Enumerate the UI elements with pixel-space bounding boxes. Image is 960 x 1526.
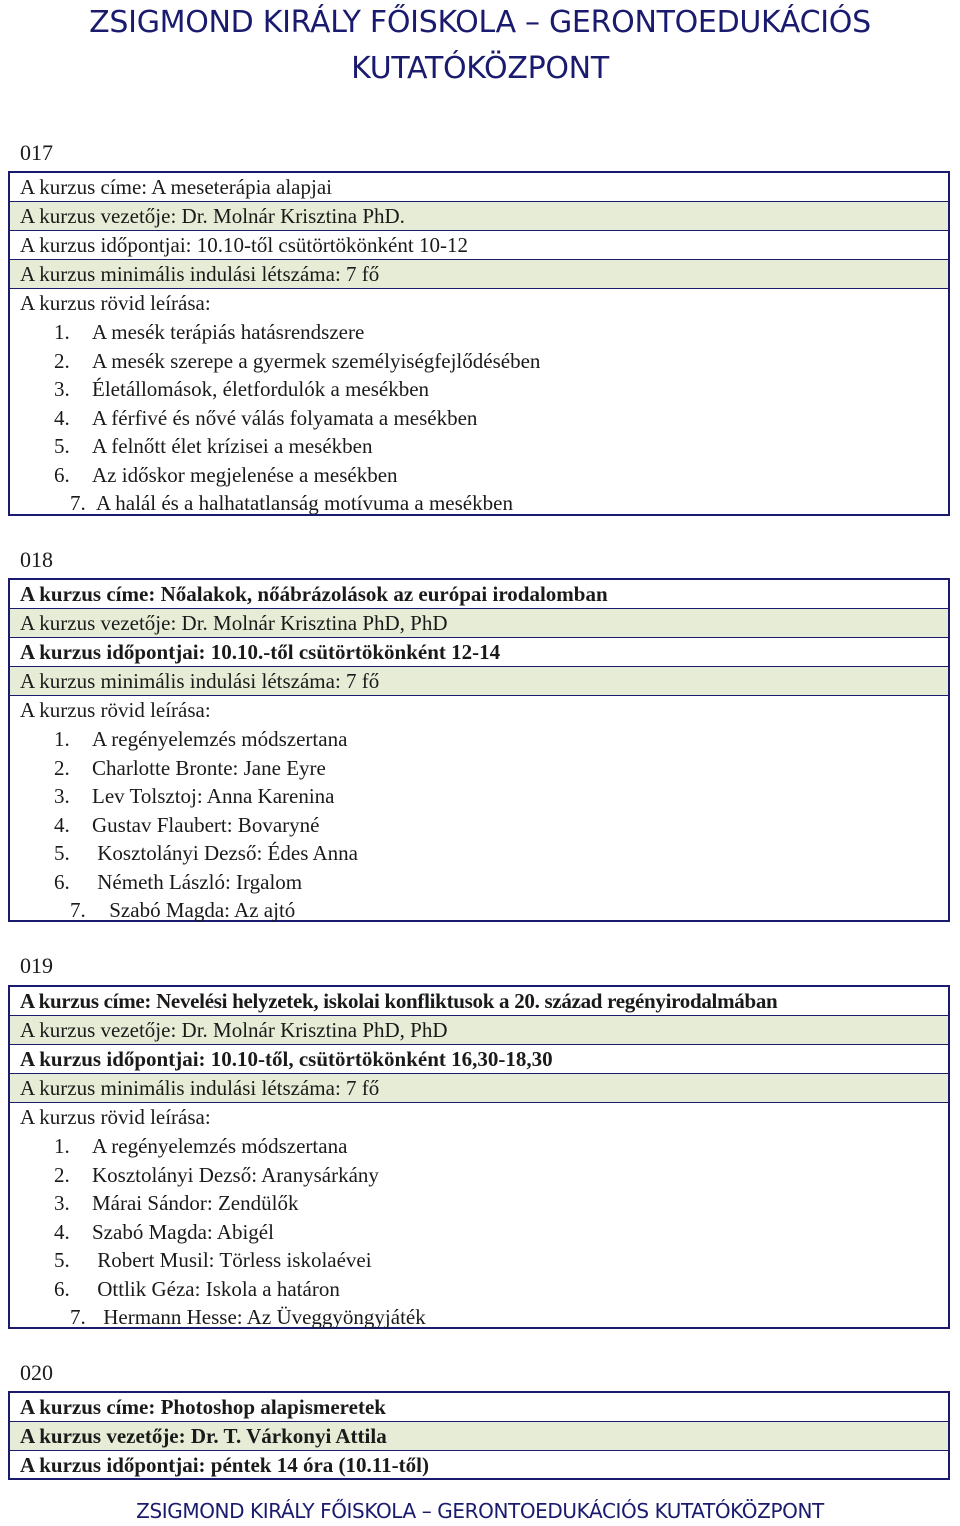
list-item: 1. A regényelemzés módszertana [54, 727, 348, 751]
list-item: 5. Robert Musil: Törless iskolaévei [54, 1248, 372, 1272]
list-item: 5. Kosztolányi Dezső: Édes Anna [54, 841, 358, 865]
list-item: 7. Hermann Hesse: Az Üveggyöngyjáték [70, 1305, 426, 1329]
course-number: 017 [20, 140, 53, 165]
course-desc-label: A kurzus rövid leírása: [20, 698, 211, 722]
list-item: 3. Lev Tolsztoj: Anna Karenina [54, 784, 335, 808]
course-box [8, 578, 950, 922]
course-desc-list [10, 1132, 948, 1332]
course-title: A kurzus címe: A meseterápia alapjai [10, 173, 948, 202]
course-times: A kurzus időpontjai: péntek 14 óra (10.11-től) [20, 1453, 429, 1477]
course-box [8, 985, 950, 1329]
course-times: A kurzus időpontjai: 10.10-től csütörtökönként 10-12 [10, 231, 948, 260]
list-item: 4. Szabó Magda: Abigél [54, 1219, 274, 1244]
course-leader: A kurzus vezetője: Dr. T. Várkonyi Attila [10, 1422, 948, 1451]
list-item: 2. A mesék szerepe a gyermek személyiségfejlődésében [54, 348, 541, 373]
course-desc-label: A kurzus rövid leírása: [20, 291, 211, 315]
course-box [8, 171, 950, 516]
list-item: 6. Az időskor megjelenése a mesékben [54, 462, 398, 487]
list-item: 3. Márai Sándor: Zendülők [54, 1191, 299, 1215]
course-min-size: A kurzus minimális indulási létszáma: 7 fő [10, 667, 948, 696]
list-item: 3. Életállomások, életfordulók a mesékben [54, 377, 430, 401]
list-item: 7. A halál és a halhatatlanság motívuma a mesékben [70, 491, 513, 515]
course-desc-list [10, 318, 948, 518]
course-number: 020 [20, 1360, 53, 1385]
course-leader: A kurzus vezetője: Dr. Molnár Krisztina PhD. [10, 202, 948, 231]
page-header [0, 0, 960, 92]
course-times: A kurzus időpontjai: 10.10.-től csütörtökönként 12-14 [10, 638, 948, 667]
course-min-size: A kurzus minimális indulási létszáma: 7 fő [10, 260, 948, 289]
list-item: 1. A mesék terápiás hatásrendszere [54, 320, 365, 344]
course-title: A kurzus címe: Photoshop alapismeretek [10, 1393, 948, 1422]
course-number: 018 [20, 547, 53, 572]
list-item: 1. A regényelemzés módszertana [54, 1134, 348, 1158]
list-item: 6. Ottlik Géza: Iskola a határon [54, 1276, 340, 1301]
list-item: 6. Németh László: Irgalom [54, 869, 303, 894]
course-title: A kurzus címe: Nőalakok, nőábrázolások az európai irodalomban [10, 580, 948, 609]
list-item: 4. Gustav Flaubert: Bovaryné [54, 812, 320, 837]
course-desc-label: A kurzus rövid leírása: [20, 1105, 211, 1129]
course-min-size: A kurzus minimális indulási létszáma: 7 fő [10, 1074, 948, 1103]
header-line-2: KUTATÓKÖZPONT [351, 51, 609, 86]
course-leader: A kurzus vezetője: Dr. Molnár Krisztina PhD, PhD [10, 609, 948, 638]
header-line-1: ZSIGMOND KIRÁLY FŐISKOLA – GERONTOEDUKÁCIÓS [89, 5, 871, 40]
page-footer: ZSIGMOND KIRÁLY FŐISKOLA – GERONTOEDUKÁCIÓS KUTATÓKÖZPONT [136, 1499, 824, 1523]
list-item: 5. A felnőtt élet krízisei a mesékben [54, 434, 373, 458]
course-box [8, 1391, 950, 1480]
course-title: A kurzus címe: Nevelési helyzetek, iskolai konfliktusok a 20. század regényirodalmában [10, 987, 948, 1016]
course-leader: A kurzus vezetője: Dr. Molnár Krisztina PhD, PhD [10, 1016, 948, 1045]
list-item: 2. Kosztolányi Dezső: Aranysárkány [54, 1162, 379, 1187]
course-desc-list [10, 725, 948, 925]
list-item: 4. A férfivé és nővé válás folyamata a mesékben [54, 405, 478, 430]
course-number: 019 [20, 953, 53, 978]
list-item: 7. Szabó Magda: Az ajtó [70, 898, 296, 922]
list-item: 2. Charlotte Bronte: Jane Eyre [54, 755, 326, 780]
course-times: A kurzus időpontjai: 10.10-től, csütörtökönként 16,30-18,30 [10, 1045, 948, 1074]
